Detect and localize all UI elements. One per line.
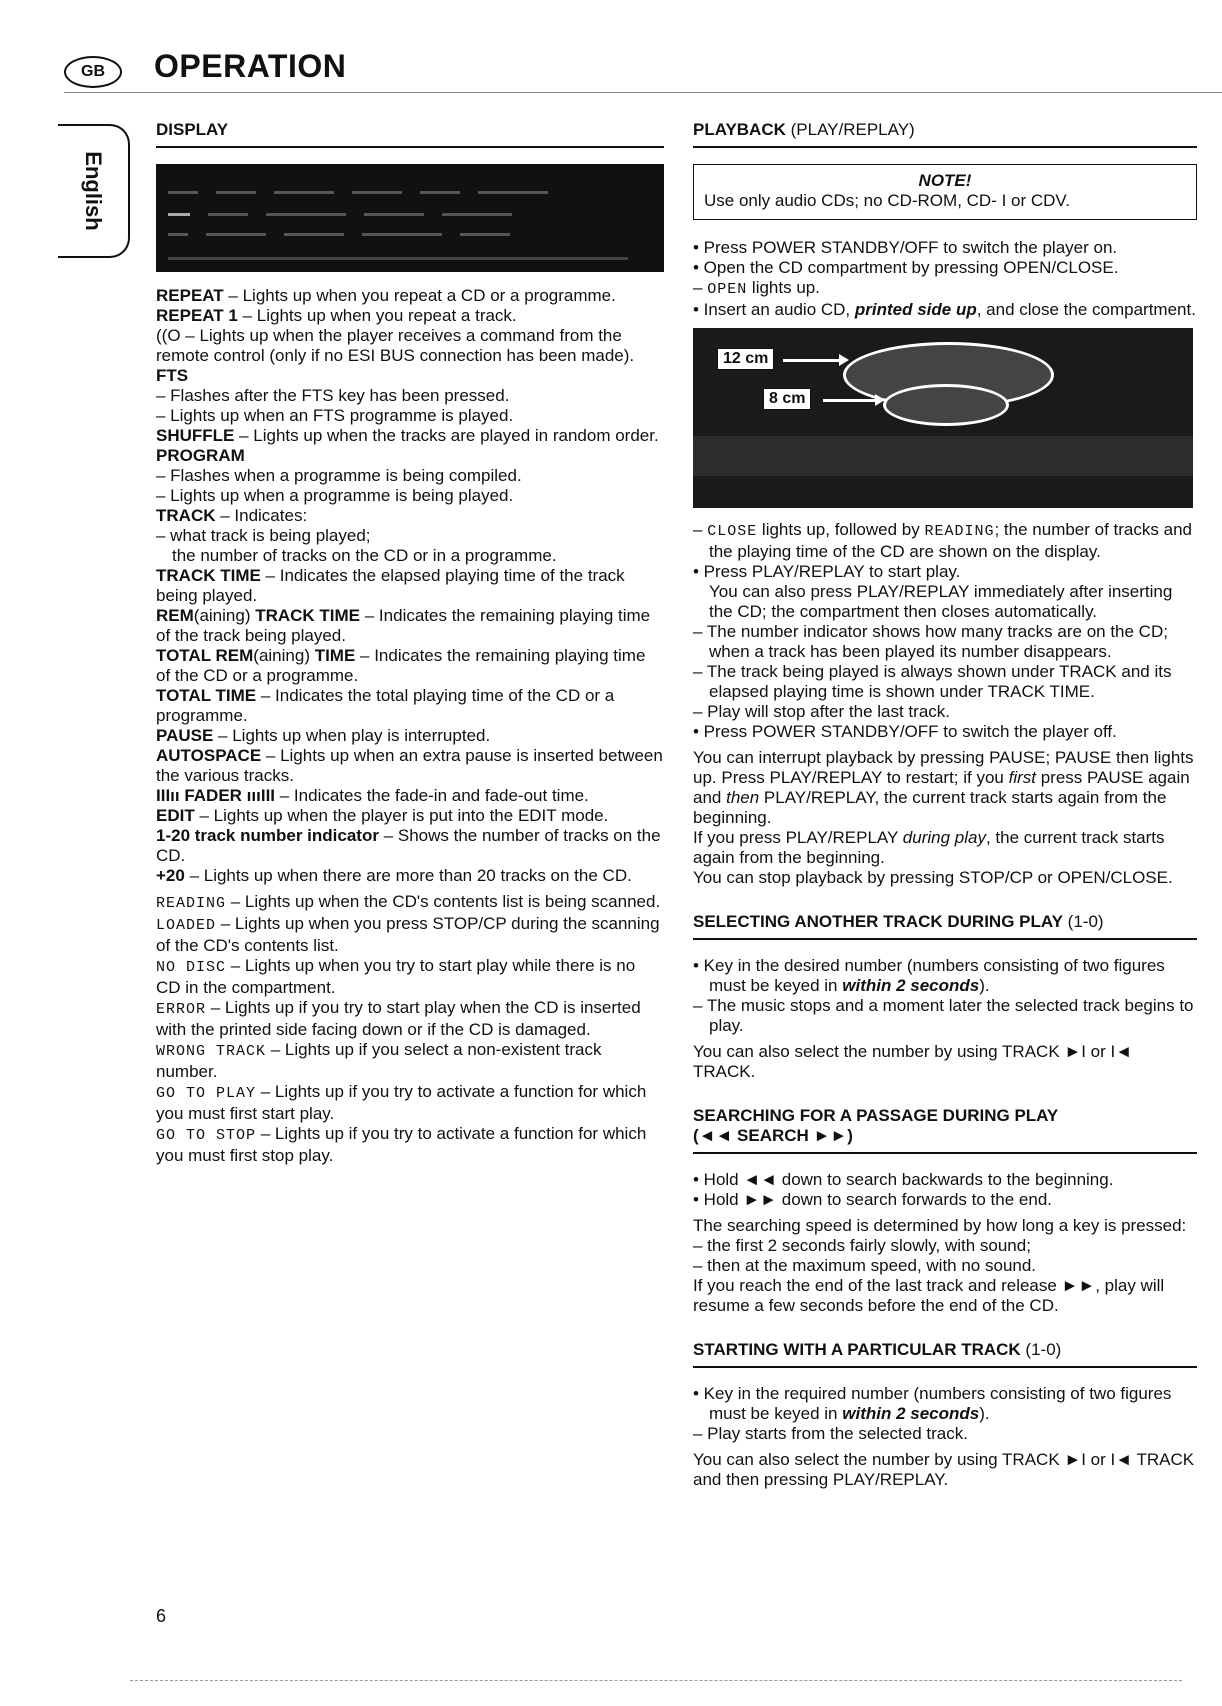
right-column	[693, 120, 1197, 1490]
def-program-2: – Lights up when a programme is being played.	[156, 486, 514, 505]
arrow-8cm	[823, 399, 877, 402]
def-track: TRACK – Indicates:	[156, 506, 308, 525]
language-side-tab	[58, 124, 130, 258]
def-wrong-track: WRONG TRACK – Lights up if you select a non-existent track number.	[156, 1040, 602, 1081]
playback-step-1: • Press POWER STANDBY/OFF to switch the player on.	[693, 238, 1118, 257]
display-panel-image	[156, 164, 664, 272]
def-program-1: – Flashes when a programme is being compiled.	[156, 466, 522, 485]
def-indicator: 1-20 track number indicator – Shows the number of tracks on the CD.	[156, 826, 661, 865]
playback-heading: PLAYBACK (PLAY/REPLAY)	[693, 120, 1197, 148]
label-12cm: 12 cm	[717, 348, 774, 370]
def-fader: IIIıı FADER ıııIII – Indicates the fade-in and fade-out time.	[156, 786, 589, 805]
after-step-5: – The track being played is always shown under TRACK and its elapsed playing time is shown under TRACK TIME.	[693, 662, 1172, 701]
select-heading: SELECTING ANOTHER TRACK DURING PLAY (1-0)	[693, 912, 1197, 940]
def-edit: EDIT – Lights up when the player is put into the EDIT mode.	[156, 806, 609, 825]
search-step-1: • Hold ◄◄ down to search backwards to the beginning.	[693, 1170, 1114, 1189]
def-autospace: AUTOSPACE – Lights up when an extra pause is inserted between the various tracks.	[156, 746, 663, 785]
def-loaded: LOADED – Lights up when you press STOP/CP during the scanning of the CD's contents list.	[156, 914, 660, 955]
def-track-2: the number of tracks on the CD or in a programme.	[172, 546, 557, 565]
page-number: 6	[156, 1606, 167, 1626]
lcd-row-top	[168, 182, 652, 192]
start-paragraph: You can also select the number by using TRACK ►I or I◄ TRACK and then pressing PLAY/REPLAY.	[693, 1450, 1195, 1489]
search-heading: SEARCHING FOR A PASSAGE DURING PLAY (◄◄ SEARCH ►►)	[693, 1106, 1197, 1154]
arrow-12cm	[783, 359, 841, 362]
search-paragraph-3: – then at the maximum speed, with no sound.	[693, 1256, 1037, 1275]
def-shuffle: SHUFFLE – Lights up when the tracks are played in random order.	[156, 426, 659, 445]
page-title: OPERATION	[154, 48, 347, 84]
def-track-1: – what track is being played;	[156, 526, 371, 545]
left-column	[156, 120, 664, 1166]
def-remote: ((O – Lights up when the player receives a command from the remote control (only if no ESI BUS connection has been made).	[156, 326, 635, 365]
scan-artifact-line	[130, 1680, 1182, 1682]
select-step-1: • Key in the desired number (numbers consisting of two figures must be keyed in within 2 seconds).	[693, 956, 1165, 995]
start-heading: STARTING WITH A PARTICULAR TRACK (1-0)	[693, 1340, 1197, 1368]
def-pause: PAUSE – Lights up when play is interrupted.	[156, 726, 491, 745]
def-nodisc: NO DISC – Lights up when you try to start play while there is no CD in the compartment.	[156, 956, 636, 997]
search-paragraph-4: If you reach the end of the last track and release ►►, play will resume a few seconds before the end of the CD.	[693, 1276, 1165, 1315]
start-step-1: • Key in the required number (numbers consisting of two figures must be keyed in within 2 seconds).	[693, 1384, 1172, 1423]
during-play-paragraph: If you press PLAY/REPLAY during play, the current track starts again from the beginning.	[693, 828, 1165, 867]
def-plus20: +20 – Lights up when there are more than 20 tracks on the CD.	[156, 866, 632, 885]
search-paragraph-1: The searching speed is determined by how long a key is pressed:	[693, 1216, 1187, 1235]
def-program-term: PROGRAM	[156, 446, 245, 465]
playback-step-3: – OPEN lights up.	[693, 278, 820, 298]
lcd-row-lower	[168, 224, 652, 234]
start-step-2: – Play starts from the selected track.	[693, 1424, 968, 1443]
def-fts-2: – Lights up when an FTS programme is played.	[156, 406, 514, 425]
def-rem-track-time: REM(aining) TRACK TIME – Indicates the remaining playing time of the track being played.	[156, 606, 651, 645]
note-text: Use only audio CDs; no CD-ROM, CD- I or CDV.	[704, 191, 1070, 210]
cd-tray-photo	[693, 328, 1193, 508]
disc-8cm-shape	[883, 384, 1009, 426]
header-divider	[64, 92, 1222, 93]
def-total-rem-time: TOTAL REM(aining) TIME – Indicates the remaining playing time of the CD or a programme.	[156, 646, 646, 685]
after-step-2: • Press PLAY/REPLAY to start play.	[693, 562, 961, 581]
def-fts-1: – Flashes after the FTS key has been pressed.	[156, 386, 510, 405]
pause-paragraph: You can interrupt playback by pressing PAUSE; PAUSE then lights up. Press PLAY/REPLAY to restart; if you first press PAUSE again and then PLAY/REPLAY, the current track starts again from the beginning.	[693, 748, 1194, 827]
playback-step-2: • Open the CD compartment by pressing OPEN/CLOSE.	[693, 258, 1119, 277]
def-repeat: REPEAT – Lights up when you repeat a CD or a programme.	[156, 286, 616, 305]
note-box	[693, 164, 1197, 220]
search-step-2: • Hold ►► down to search forwards to the end.	[693, 1190, 1053, 1209]
def-go-to-stop: GO TO STOP – Lights up if you try to activate a function for which you must first stop play.	[156, 1124, 647, 1165]
label-8cm: 8 cm	[763, 388, 811, 410]
after-step-7: • Press POWER STANDBY/OFF to switch the player off.	[693, 722, 1117, 741]
note-title: NOTE!	[918, 171, 972, 190]
side-tab-label: English	[81, 151, 106, 231]
page-header	[64, 48, 1222, 92]
display-heading: DISPLAY	[156, 120, 664, 148]
language-badge: GB	[64, 56, 122, 88]
after-step-1: – CLOSE lights up, followed by READING; the number of tracks and the playing time of the CD are shown on the display.	[693, 520, 1192, 561]
def-go-to-play: GO TO PLAY – Lights up if you try to activate a function for which you must first start play.	[156, 1082, 647, 1123]
def-fts-term: FTS	[156, 366, 189, 385]
after-step-3: You can also press PLAY/REPLAY immediately after inserting the CD; the compartment then closes automatically.	[709, 582, 1173, 621]
search-paragraph-2: – the first 2 seconds fairly slowly, with sound;	[693, 1236, 1031, 1255]
def-reading: READING – Lights up when the CD's contents list is being scanned.	[156, 892, 661, 912]
after-step-4: – The number indicator shows how many tracks are on the CD; when a track has been played its number disappears.	[693, 622, 1168, 661]
def-total-time: TOTAL TIME – Indicates the total playing time of the CD or a programme.	[156, 686, 615, 725]
after-step-6: – Play will stop after the last track.	[693, 702, 950, 721]
stop-paragraph: You can stop playback by pressing STOP/CP or OPEN/CLOSE.	[693, 868, 1173, 887]
def-track-time: TRACK TIME – Indicates the elapsed playing time of the track being played.	[156, 566, 625, 605]
playback-step-4: • Insert an audio CD, printed side up, and close the compartment.	[693, 300, 1196, 319]
lcd-track-numbers	[168, 248, 652, 258]
tray-shape	[693, 436, 1193, 476]
lcd-row-middle	[168, 204, 652, 214]
def-error: ERROR – Lights up if you try to start play when the CD is inserted with the printed side facing down or if the CD is damaged.	[156, 998, 641, 1039]
select-step-2: – The music stops and a moment later the selected track begins to play.	[693, 996, 1194, 1035]
select-paragraph: You can also select the number by using TRACK ►I or I◄ TRACK.	[693, 1042, 1133, 1081]
def-repeat-1: REPEAT 1 – Lights up when you repeat a track.	[156, 306, 517, 325]
